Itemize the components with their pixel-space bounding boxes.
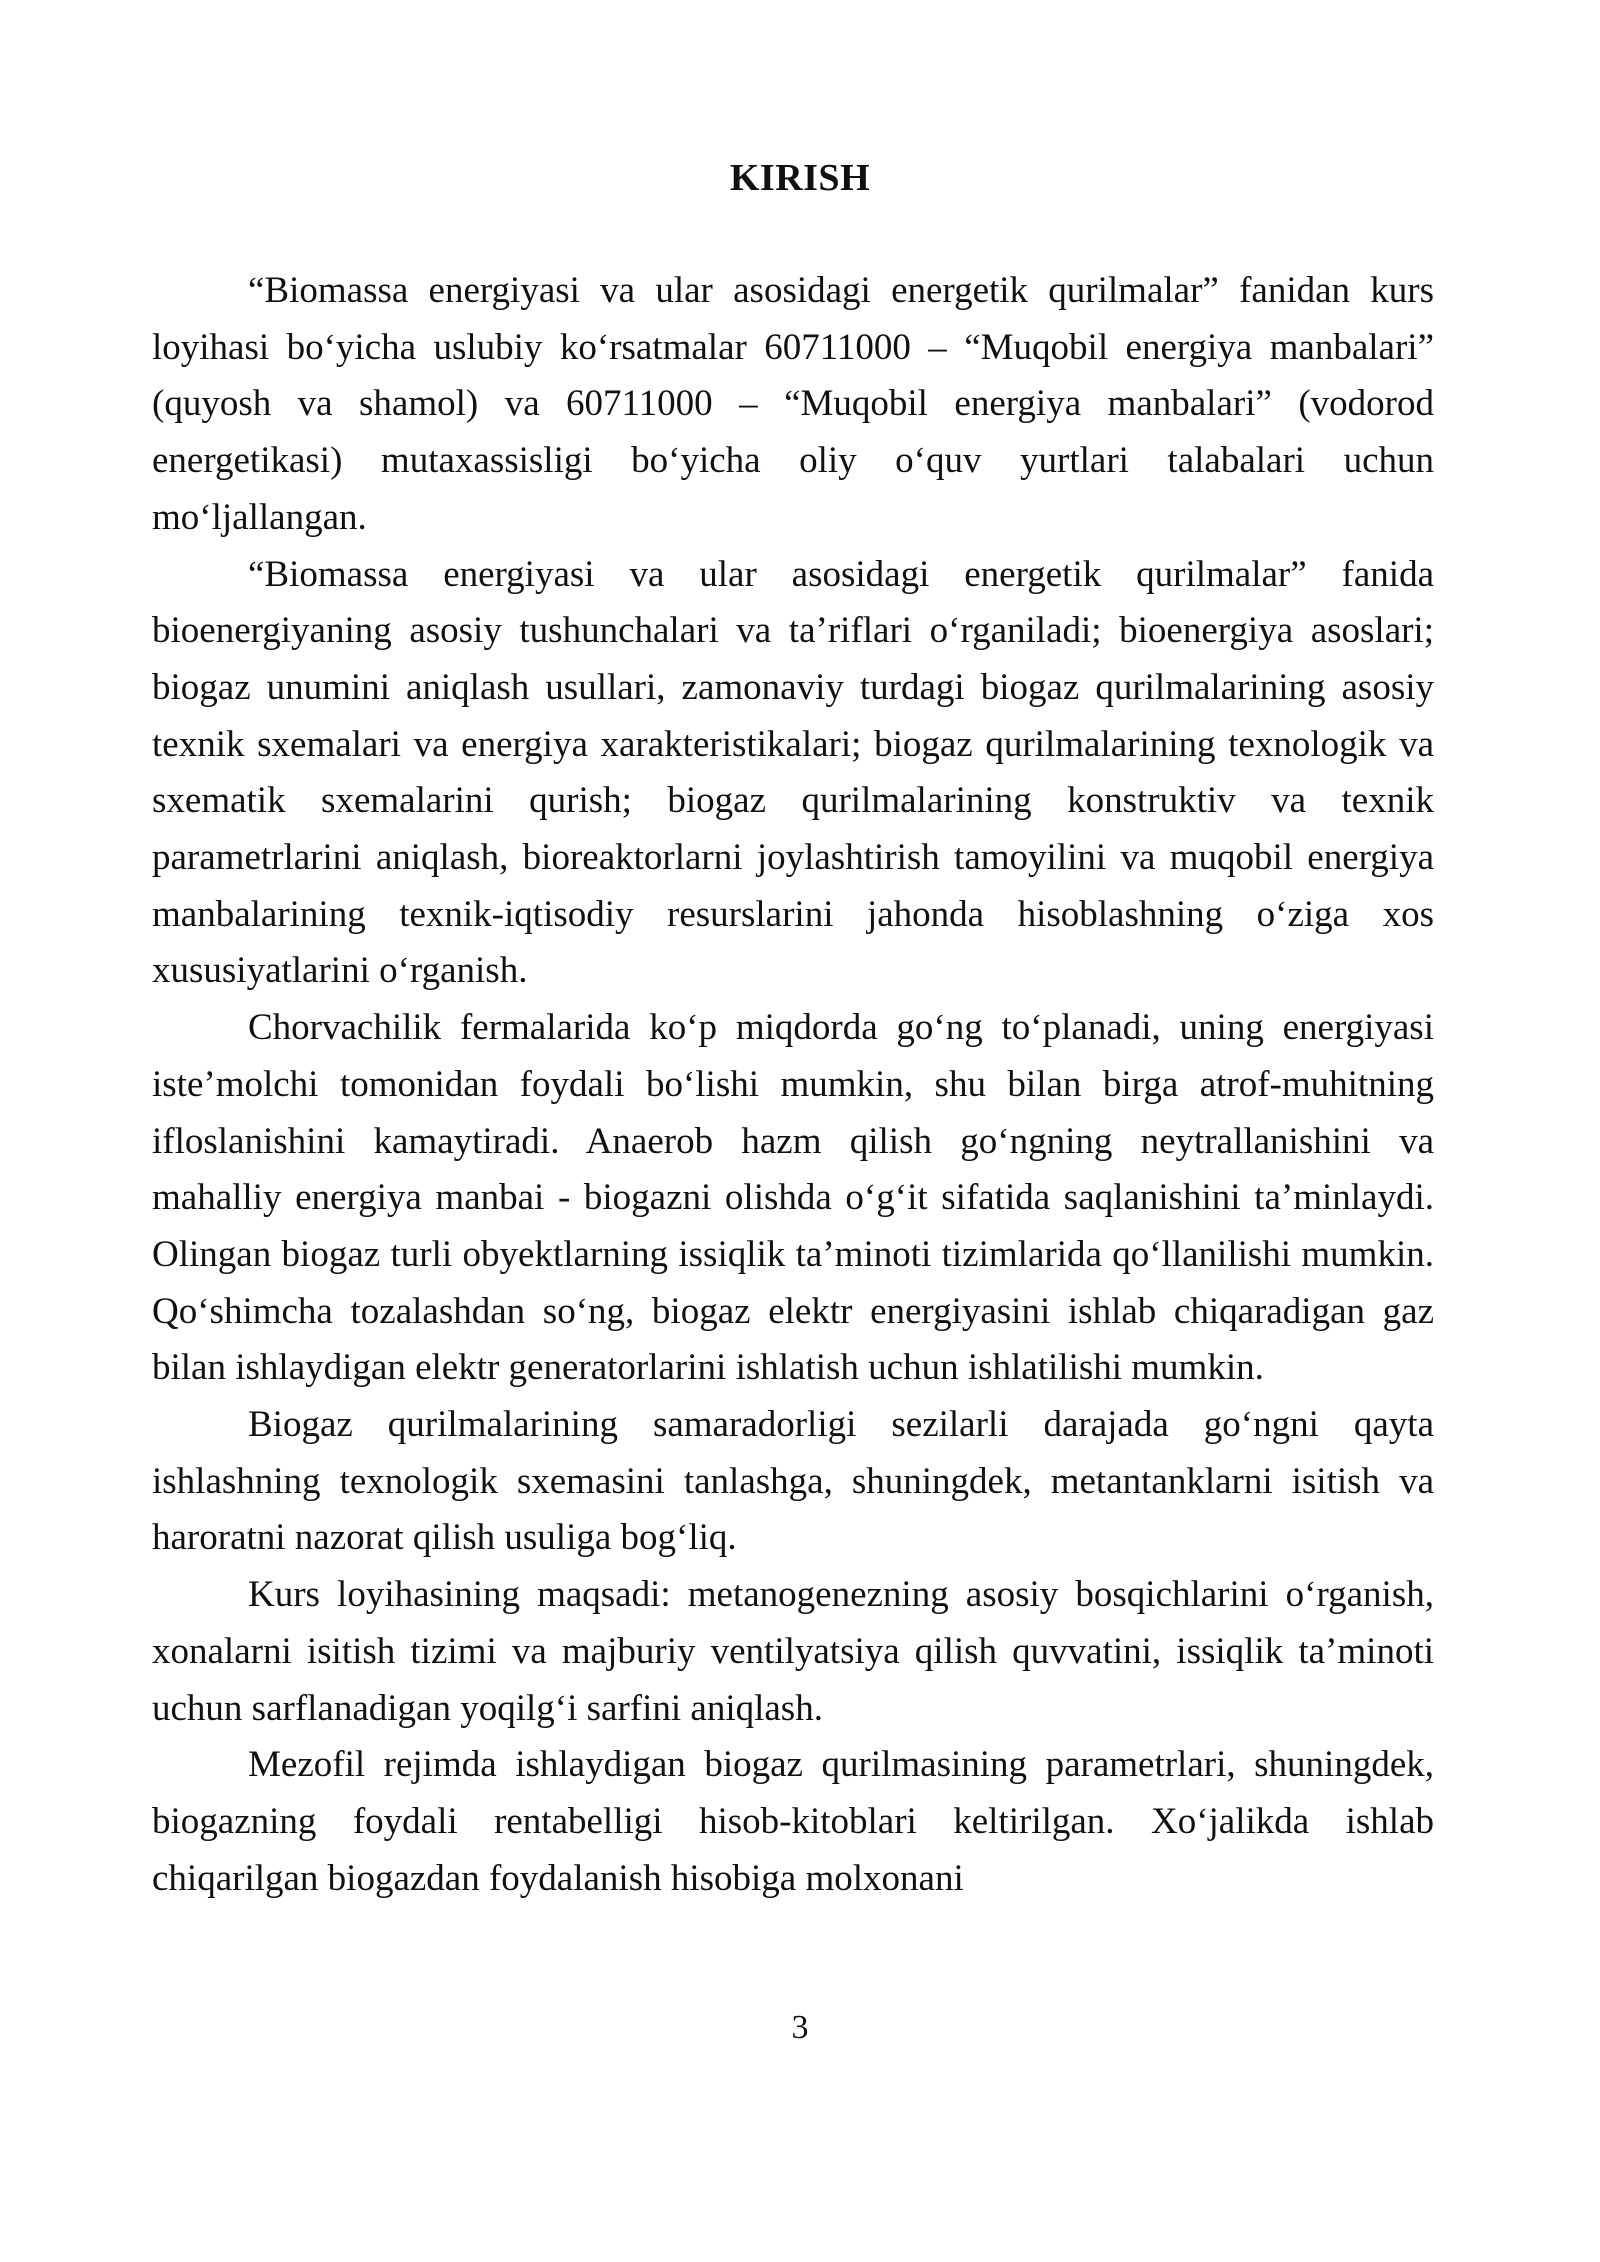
paragraph: Chorvachilik fermalarida ko‘p miqdorda go‘ng to‘planadi, uning energiyasi iste’molchi tomonidan foydali bo‘lishi mumkin, shu bilan birga atrof-muhitning ifloslanishini kamaytiradi. Anaerob hazm qilish go‘ngning neytrallanishini va mahalliy energiya manbai - biogazni olishda o‘g‘it sifatida saqlanishini ta’minlaydi. Olingan biogaz turli obyektlarning issiqlik ta’minoti tizimlarida qo‘llanilishi mumkin. Qo‘shimcha tozalashdan so‘ng, biogaz elektr energiyasini ishlab chiqaradigan gaz bilan ishlaydigan elektr generatorlarini ishlatish uchun ishlatilishi mumkin. — [152, 1007, 1434, 1389]
page-number: 3 — [791, 2009, 809, 2046]
body-text — [152, 263, 1434, 1907]
paragraph: Kurs loyihasining maqsadi: metanogenezning asosiy bosqichlarini o‘rganish, xonalarni isitish tizimi va majburiy ventilyatsiya qilish quvvatini, issiqlik ta’minoti uchun sarflanadigan yoqilg‘i sarfini aniqlash. — [152, 1574, 1434, 1729]
paragraph: Mezofil rejimda ishlaydigan biogaz qurilmasining parametrlari, shuningdek, biogazning foydali rentabelligi hisob-kitoblari keltirilgan. Xo‘jalikda ishlab chiqarilgan biogazdan foydalanish hisobiga molxonani — [152, 1744, 1434, 1899]
section-title: KIRISH — [729, 157, 871, 199]
paragraph: Biogaz qurilmalarining samaradorligi sezilarli darajada go‘ngni qayta ishlashning texnologik sxemasini tanlashga, shuningdek, metantanklarni isitish va haroratni nazorat qilish usuliga bog‘liq. — [152, 1404, 1434, 1559]
paragraph: “Biomassa energiyasi va ular asosidagi energetik qurilmalar” fanida bioenergiyaning asosiy tushunchalari va ta’riflari o‘rganiladi; bioenergiya asoslari; biogaz unumini aniqlash usullari, zamonaviy turdagi biogaz qurilmalarining asosiy texnik sxemalari va energiya xarakteristikalari; biogaz qurilmalarining texnologik va sxematik sxemalarini qurish; biogaz qurilmalarining konstruktiv va texnik parametrlarini aniqlash, bioreaktorlarni joylashtirish tamoyilini va muqobil energiya manbalarining texnik-iqtisodiy resurslarini jahonda hisoblashning o‘ziga xos xususiyatlarini o‘rganish. — [152, 553, 1434, 992]
paragraph: “Biomassa energiyasi va ular asosidagi energetik qurilmalar” fanidan kurs loyihasi bo‘yicha uslubiy ko‘rsatmalar 60711000 – “Muqobil energiya manbalari” (quyosh va shamol) va 60711000 – “Muqobil energiya manbalari” (vodorod energetikasi) mutaxassisligi bo‘yicha oliy o‘quv yurtlari talabalari uchun mo‘ljallangan. — [152, 270, 1434, 538]
